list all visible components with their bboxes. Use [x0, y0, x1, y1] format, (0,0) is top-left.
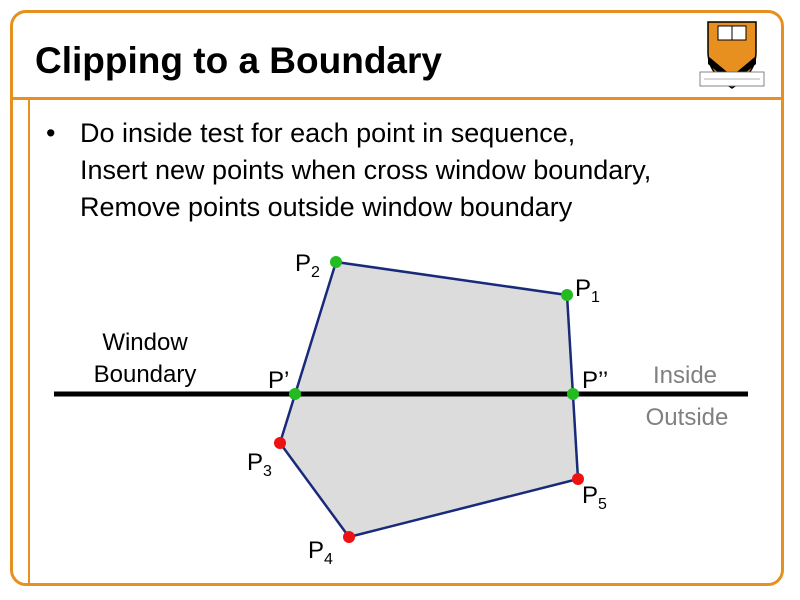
bullet-marker: • [46, 118, 56, 148]
bullet-line-2: Insert new points when cross window boundary, [80, 155, 652, 185]
label-p2: $P_2$ [295, 250, 320, 281]
point-p4 [343, 531, 355, 543]
outside-label: Outside [645, 404, 729, 431]
label-p4: $P_4$ [308, 537, 333, 568]
point-p1 [561, 289, 573, 301]
inside-label: Inside [652, 362, 718, 389]
point-p3 [274, 437, 286, 449]
bullet-line-1: Do inside test for each point in sequence, [80, 118, 576, 148]
point-p2 [330, 256, 342, 268]
label-p-double-prime: P’’ [582, 367, 609, 394]
label-p3: $P_3$ [247, 449, 272, 480]
slide-title: Clipping to a Boundary [35, 40, 442, 81]
point-p-prime [289, 388, 301, 400]
label-p1: $P_1$ [575, 275, 600, 306]
bullet-line-3: Remove points outside window boundary [80, 192, 573, 222]
label-p5: $P_5$ [582, 482, 607, 513]
label-p-prime: P’ [268, 367, 290, 394]
window-label-line-2: Boundary [93, 361, 197, 388]
point-p-double-prime [567, 388, 579, 400]
clip-polygon [280, 262, 578, 537]
window-label-line-1: Window [102, 329, 188, 356]
